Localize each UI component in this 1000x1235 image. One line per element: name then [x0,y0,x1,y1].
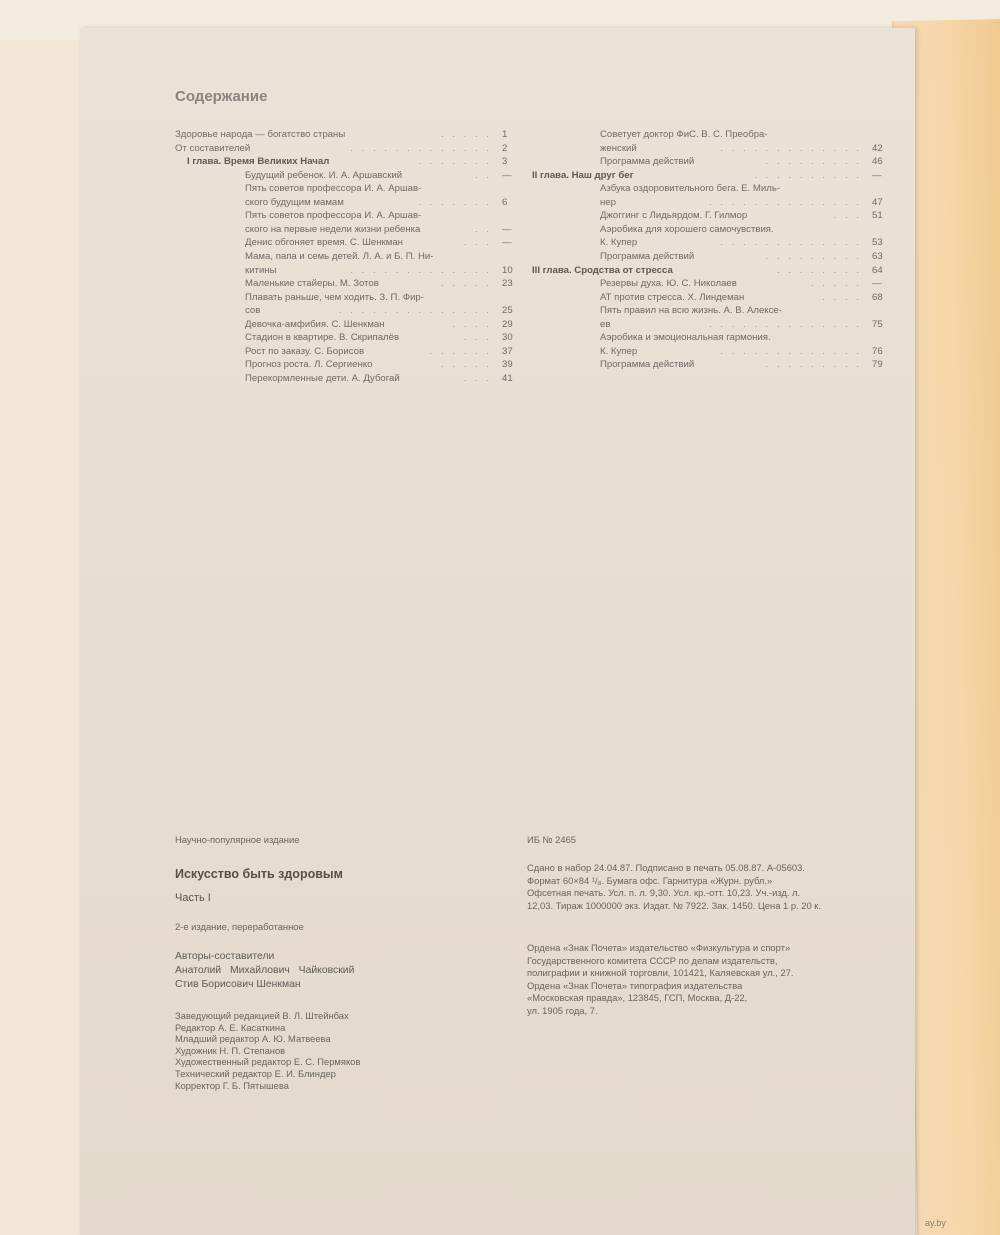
toc-leader-dots: . . . . . . . . [777,264,862,276]
staff-line: Заведующий редакцией В. Л. Штейнбах [175,1010,349,1021]
toc-page-number: 29 [502,318,513,330]
book-part: Часть I [175,892,211,904]
toc-entry-text: Перекормленные дети. А. Дубогай [245,372,400,384]
toc-page-number: 53 [872,237,883,249]
toc-entry [600,209,902,222]
toc-entry [175,142,532,155]
staff-line: Корректор Г. Б. Пятышева [175,1079,289,1091]
toc-page-number: 75 [872,318,883,330]
toc-leader-dots: . . [475,169,492,181]
toc-leader-dots: . . . [463,237,492,249]
toc-entry [245,169,532,182]
toc-entry-text: Стадион в квартире. В. Скрипалёв [245,332,400,344]
toc-page-number: 39 [502,359,513,371]
toc-entry [600,155,902,168]
toc-page-number: 76 [872,345,883,357]
authors-label: Авторы-составители [175,951,275,962]
toc-leader-dots: . . . . . [441,359,492,371]
staff-line: Художник Н. П. Степанов [175,1044,286,1056]
toc-entry-text: сов [245,305,261,317]
ib-number: ИБ № 2465 [527,834,577,845]
toc-entry-text: Аэробика и эмоциональная гармония. [600,332,771,344]
toc-entry [245,331,532,344]
toc-leader-dots: . . . . . . [429,345,492,357]
toc-entry [600,236,902,249]
toc-entry [245,291,532,304]
toc-leader-dots: . . . . . . . . . . . . . . [709,196,862,208]
toc-leader-dots: . . [475,223,492,235]
toc-entry [245,277,532,290]
toc-entry-text: Программа действий [600,359,695,371]
toc-entry [600,345,902,358]
toc-entry-text: III глава. Сродства от стресса [532,264,673,276]
toc-entry-text: ского будущим мамам [245,196,344,208]
toc-entry [600,318,902,331]
toc-page-number: 47 [872,196,883,208]
toc-entry [245,318,532,331]
toc-entry [245,358,532,371]
toc-leader-dots: . . . . . . . . . . . . . . [339,305,492,317]
toc-entry [245,304,532,317]
toc-page-number: 41 [502,372,513,384]
toc-page-number: 79 [872,359,883,371]
toc-entry-text: Прогноз роста. Л. Сергиенко [245,359,373,371]
toc-leader-dots: . . . . . . . [418,196,492,208]
toc-leader-dots: . . . . . . . . . . . . . [720,237,862,249]
toc-entry [600,182,902,195]
toc-leader-dots: . . . . . . . . . . [754,169,862,181]
staff-line: Младший редактор А. Ю. Матвеева [175,1033,331,1045]
toc-page-number: 68 [872,291,883,303]
toc-page-number: — [872,169,882,181]
toc-entry-text: Маленькие стайеры. М. Зотов [245,278,379,290]
print-detail-line: Сдано в набор 24.04.87. Подписано в печать 05.08.87. А-05603. [527,862,805,873]
toc-entry [600,291,902,304]
toc-entry-text: АТ против стресса. Х. Линдеман [600,291,745,303]
toc-entry [600,277,902,290]
toc-leader-dots: . . . [463,332,492,344]
book-page [80,28,915,1235]
toc-entry [600,331,902,344]
toc-entry-text: I глава. Время Великих Начал [187,156,330,168]
toc-leader-dots: . . . . . . . . . . . . . [720,345,862,357]
toc-page-number: 10 [502,264,513,276]
author-1: Анатолий Михайлович Чайковский [175,965,355,976]
publisher-line: полиграфии и книжной торговли, 101421, Каляевская ул., 27. [527,967,794,979]
toc-entry-text: Азбука оздоровительного бега. Е. Миль- [600,183,781,195]
toc-page-number: 30 [502,332,513,344]
toc-page-number: 25 [502,305,513,317]
toc-entry [245,372,532,385]
toc-entry [245,345,532,358]
toc-leader-dots: . . . . [452,318,492,330]
toc-page-number: — [502,223,512,235]
publisher-line: Ордена «Знак Почета» типография издательства [527,979,743,991]
toc-entry [600,250,902,263]
toc-entry-text: Будущий ребенок. И. А. Аршавский [245,169,403,181]
toc-entry-text: ев [600,318,611,330]
toc-entry [245,182,532,195]
toc-entry-text: Денис обгоняет время. С. Шенкман [245,237,403,249]
toc-entry [245,250,532,263]
toc-entry-text: II глава. Наш друг бег [532,169,634,181]
print-detail-line: Офсетная печать. Усл. п. л. 9,30. Усл. кр.-отт. 10,23. Уч.-изд. л. [527,887,801,899]
toc-entry [600,304,902,317]
staff-line: Технический редактор Е. И. Блиндер [175,1068,336,1079]
toc-page-number: 64 [872,264,883,276]
toc-entry-text: нер [600,196,616,208]
toc-entry [245,264,532,277]
toc-entry-text: Плавать раньше, чем ходить. З. П. Фир- [245,291,424,303]
toc-entry [175,128,532,141]
toc-entry-text: Резервы духа. Ю. С. Николаев [600,278,737,290]
toc-page-number: 51 [872,210,883,222]
toc-leader-dots: . . . . . . . . . [765,250,862,262]
toc-entry [245,209,532,222]
watermark: ay.by [925,1218,946,1228]
staff-line: Художественный редактор Е. С. Пермяков [175,1056,361,1068]
toc-page-number: 3 [502,156,508,168]
publisher-line: ул. 1905 года, 7. [527,1005,598,1016]
toc-page-number: 63 [872,250,883,262]
toc-page-number: 46 [872,156,883,168]
toc-page-number: 1 [502,129,508,140]
toc-entry [532,169,902,182]
toc-entry [600,196,902,209]
toc-entry-text: Пять советов профессора И. А. Аршав- [245,183,422,195]
toc-entry-text: К. Купер [600,237,638,249]
toc-leader-dots: . . . . . . . . . [765,359,862,371]
toc-leader-dots: . . . . . [441,129,492,140]
toc-entry [187,155,532,168]
toc-page-number: — [502,237,512,249]
toc-entry-text: Пять правил на всю жизнь. А. В. Алексе- [600,305,782,317]
toc-leader-dots: . . . . . [811,278,862,290]
toc-entry-text: Советует доктор ФиС. В. С. Преобра- [600,129,768,140]
toc-page-number: 6 [502,196,508,208]
toc-entry-text: Джоггинг с Лидьярдом. Г. Гилмор [600,210,748,222]
print-detail-line: 12,03. Тираж 1000000 экз. Издат. № 7922. Зак. 1450. Цена 1 р. 20 к. [527,899,822,911]
toc-leader-dots: . . . [833,210,862,222]
toc-leader-dots: . . . . . . . . . . . . . [720,142,862,154]
toc-leader-dots: . . . . . . . . . [765,156,862,168]
toc-leader-dots: . . . [463,372,492,384]
toc-entry-text: К. Купер [600,345,638,357]
toc-leader-dots: . . . . . . . . . . . . . [350,142,492,154]
toc-entry-text: Аэробика для хорошего самочувствия. [600,223,774,235]
toc-entry-text: От составителей [175,142,251,154]
publisher-line: Государственного комитета СССР по делам издательств, [527,954,778,966]
toc-entry [532,264,902,277]
toc-entry-text: Мама, папа и семь детей. Л. А. и Б. П. Ни- [245,250,434,262]
toc-leader-dots: . . . . . . . . . . . . . [350,264,492,276]
edition-note: 2-е издание, переработанное [175,921,304,932]
toc-page-number: 2 [502,142,508,154]
toc-leader-dots: . . . . [822,291,862,303]
toc-page-number: — [502,169,512,181]
toc-entry-text: Рост по заказу. С. Борисов [245,345,365,357]
toc-entry-text: китины [245,264,277,276]
toc-entry-text: женский [600,142,637,154]
book-title: Искусство быть здоровым [175,867,343,881]
toc-entry-text: ского на первые недели жизни ребенка [245,223,421,235]
toc-entry-text: Пять советов профессора И. А. Аршав- [245,210,422,222]
toc-entry [600,142,902,155]
staff-line: Редактор А. Е. Касаткина [175,1021,286,1033]
toc-leader-dots: . . . . . [441,278,492,290]
toc-page-number: — [872,278,882,290]
toc-title: Содержание [175,88,268,105]
toc-leader-dots: . . . . . . . [418,156,492,168]
publisher-line: Ордена «Знак Почета» издательство «Физкультура и спорт» [527,942,791,953]
toc-page-number: 23 [502,278,513,290]
edition-type: Научно-популярное издание [175,834,300,845]
toc-entry [245,236,532,249]
author-2: Стив Борисович Шенкман [175,979,301,990]
toc-entry [600,128,902,141]
toc-entry-text: Здоровье народа — богатство страны [175,129,346,140]
toc-page-number: 37 [502,345,513,357]
toc-entry [600,358,902,371]
toc-page-number: 42 [872,142,883,154]
toc-entry [245,223,532,236]
toc-entry-text: Программа действий [600,250,695,262]
publisher-line: «Московская правда», 123845, ГСП, Москва, Д-22, [527,992,748,1004]
toc-leader-dots: . . . . . . . . . . . . . . [709,318,862,330]
toc-entry-text: Девочка-амфибия. С. Шенкман [245,318,385,330]
toc-entry-text: Программа действий [600,156,695,168]
toc-entry [245,196,532,209]
toc-entry [600,223,902,236]
print-detail-line: Формат 60×84 ¹/₈. Бумага офс. Гарнитура «Журн. рубл.» [527,874,773,886]
